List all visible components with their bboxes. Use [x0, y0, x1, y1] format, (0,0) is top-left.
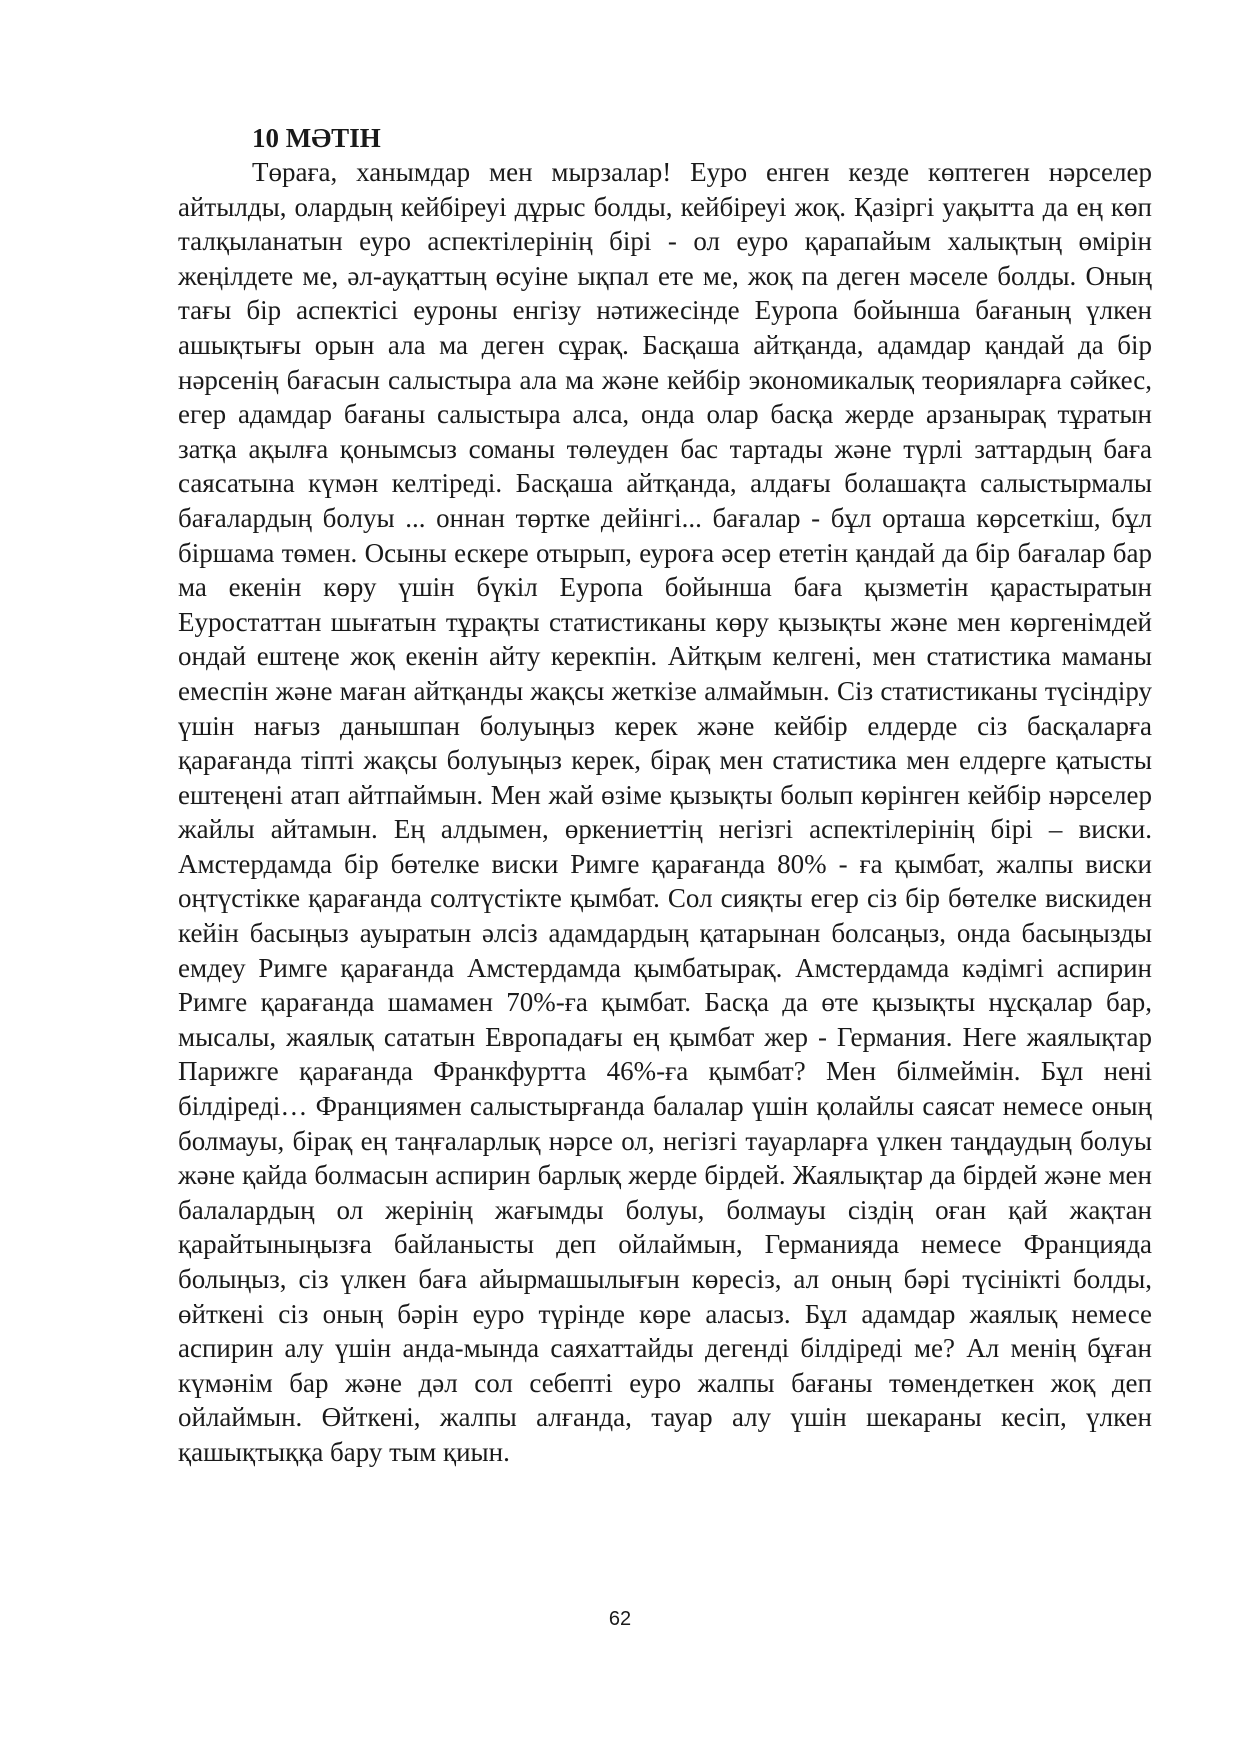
section-heading: 10 МӘТІН	[252, 123, 381, 153]
body-paragraph: Төраға, ханымдар мен мырзалар! Еуро енген кезде көптеген нәрселер айтылды, олардың кейбіреуі дұрыс болды, кейбіреуі жоқ. Қазіргі уақытта да ең көп талқыланатын еуро аспектілерінің бірі - ол еуро қарапайым халықтың өмірін жеңілдете ме, әл-ауқаттың өсуіне ықпал ете ме, жоқ па деген мәселе болды. Оның тағы бір аспектісі еуроны енгізу нәтижесінде Еуропа бойынша бағаның үлкен ашықтығы орын ала ма деген сұрақ. Басқаша айтқанда, адамдар қандай да бір нәрсенің бағасын салыстыра ала ма және кейбір экономикалық теорияларға сәйкес, егер адамдар бағаны салыстыра алса, онда олар басқа жерде арзанырақ тұратын затқа ақылға қонымсыз соманы төлеуден бас тартады және түрлі заттардың баға саясатына күмән келтіреді. Басқаша айтқанда, алдағы болашақта салыстырмалы бағалардың болуы ... оннан төртке дейінгі... бағалар - бұл орташа көрсеткіш, бұл біршама төмен. Осыны ескере отырып, еуроға әсер ететін қандай да бір бағалар бар ма екенін көру үшін бүкіл Еуропа бойынша баға қызметін қарастыратын Еуростаттан шығатын тұрақты статистиканы көру қызықты және мен көргенімдей ондай ештеңе жоқ екенін айту керекпін. Айтқым келгені, мен статистика маманы емеспін және маған айтқанды жақсы жеткізе алмаймын. Сіз статистиканы түсіндіру үшін нағыз данышпан болуыңыз керек және кейбір елдерде сіз басқаларға қарағанда тіпті жақсы болуыңыз керек, бірақ мен статистика мен елдерге қатысты ештеңені атап айтпаймын. Мен жай өзіме қызықты болып көрінген кейбір нәрселер жайлы айтамын. Ең алдымен, өркениеттің негізгі аспектілерінің бірі – виски. Амстердамда бір бөтелке виски Римге қарағанда 80% - ға қымбат, жалпы виски оңтүстікке қарағанда солтүстікте қымбат. Сол сияқты егер сіз бір бөтелке вискиден кейін басыңыз ауыратын әлсіз адамдардың қатарынан болсаңыз, онда басыңызды емдеу Римге қарағанда Амстердамда қымбатырақ. Амстердамда кәдімгі аспирин Римге қарағанда шамамен 70%-ға қымбат. Басқа да өте қызықты нұсқалар бар, мысалы, жаялық сататын Европадағы ең қымбат жер - Германия. Неге жаялықтар Парижге қарағанда Франкфуртта 46%-ға қымбат? Мен білмеймін. Бұл нені білдіреді… Франциямен салыстырғанда балалар үшін қолайлы саясат немесе оның болмауы, бірақ ең таңғаларлық нәрсе ол, негізгі тауарларға үлкен таңдаудың болуы және қайда болмасын аспирин барлық жерде бірдей. Жаялықтар да бірдей және мен балалардың ол жерінің жағымды болуы, болмауы сіздің оған қай жақтан қарайтыныңызға байланысты деп ойлаймын, Германияда немесе Францияда болыңыз, сіз үлкен баға айырмашылығын көресіз, ал оның бәрі түсінікті болды, өйткені сіз оның бәрін еуро түрінде көре аласыз. Бұл адамдар жаялық немесе аспирин алу үшін анда-мында саяхаттайды дегенді білдіреді ме? Ал менің бұған күмәнім бар және дәл сол себепті еуро жалпы бағаны төмендеткен жоқ деп ойлаймын. Өйткені, жалпы алғанда, тауар алу үшін шекараны кесіп, үлкен қашықтыққа бару тым қиын.	[178, 157, 1152, 1467]
page-number: 62	[608, 1608, 632, 1630]
